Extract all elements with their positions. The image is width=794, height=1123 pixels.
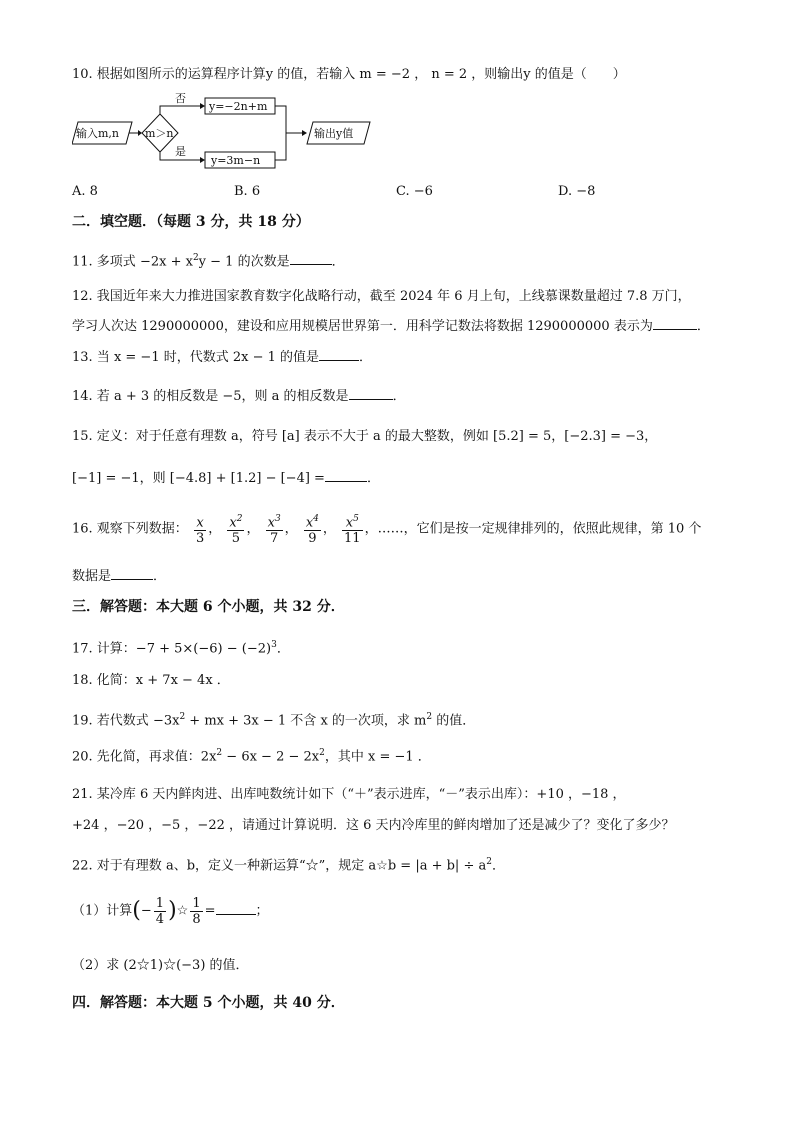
q22-part2: （2）求 (2☆1)☆(−3) 的值． [72, 958, 249, 973]
q14-text: 14. 若 a + 3 的相反数是 −5，则 a 的相反数是 [72, 389, 349, 404]
flow-yes-label: 是 [175, 145, 186, 158]
q10-option-c: C. −6 [396, 184, 433, 199]
q11: 11. 多项式 $-2x + x^2y - 1$ 的次数是 ． [72, 253, 345, 270]
q19: 19. 若代数式 $-3x^2$ + mx + 3x − 1 不含 x 的一次项，求 $m^2$ 的值． [72, 712, 476, 729]
q20-part-c: ，其中 x = −1 ． [324, 749, 431, 765]
q22-part1: （1）计算(− $\frac{1}{4}$ )☆ $\frac{1}{8}$ = ； [72, 895, 269, 927]
q11-part-b: y − 1 的次数是 [198, 254, 290, 270]
flow-yes-formula: y=3m−n [211, 154, 261, 167]
q19-part-b: + mx + 3x − 1 不含 x 的一次项，求 m [185, 713, 427, 729]
q16-suffix: ，……，它们是按一定规律排列的，依照此规律，第 10 个 [364, 521, 702, 537]
section-4-heading: 四．解答题：本大题 5 个小题，共 40 分． [72, 995, 345, 1011]
q13 [72, 348, 372, 367]
q17-exponent: 3 [271, 640, 277, 650]
q22-stem-text: 22. 对于有理数 a、b，定义一种新运算“☆”，规定 a☆b = |a + b| ÷ a [72, 858, 487, 874]
q22-part1-answer-blank [216, 902, 256, 915]
q17-text: 17. 计算：−7 + 5×(−6) − (−2) [72, 641, 272, 657]
q14-answer-blank [349, 387, 393, 400]
q13-text: 13. 当 x = −1 时，代数式 2x − 1 的值是 [72, 350, 320, 365]
q11-end: ． [331, 254, 345, 270]
q20: 20. 先化简，再求值：$2x^2 - 6x - 2 - 2x^2$，其中 x = −1 ． [72, 748, 431, 765]
section-2-heading: 二．填空题．（每题 3 分，共 18 分） [72, 214, 310, 230]
q14 [72, 387, 406, 406]
q22-part1-eq: = [204, 903, 216, 919]
q20-part-a: 20. 先化简，再求值：2x [72, 749, 217, 765]
flow-no-label: 否 [175, 92, 186, 105]
q21-line1: 21. 某冷库 6 天内鲜肉进、出库吨数统计如下（“＋”表示进库，“－”表示出库）：+10 ，−18 ， [72, 787, 626, 802]
q11-answer-blank [290, 252, 332, 265]
flow-condition-label: m＞n [145, 127, 174, 140]
q22-fraction-b: $\frac{1}{8}$ [192, 895, 201, 927]
q10-option-a: A. 8 [72, 184, 98, 199]
q12-line2 [72, 317, 710, 336]
q16-fraction-2: $\frac{x^2}{5}$ [229, 514, 243, 547]
q15-line2-text: [−1] = −1，则 [−4.8] + [1.2] − [−4] = [72, 471, 325, 486]
q16-fraction-3: $\frac{x^3}{7}$ [267, 514, 281, 547]
q22-stem [72, 853, 505, 875]
q10-stem: 10. 根据如图所示的运算程序计算y 的值，若输入 m = −2 ， n = 2 ，则输出y 的值是（ ） [72, 67, 626, 82]
q22-part1-neg: − [140, 903, 152, 919]
flow-no-formula: y=−2n+m [209, 100, 268, 113]
q15-line1: 15. 定义：对于任意有理数 a，符号 [a] 表示不大于 a 的最大整数，例如 [5.2] = 5，[−2.3] = −3， [72, 429, 658, 444]
q10-option-b: B. 6 [234, 184, 261, 199]
q13-end: ． [359, 350, 373, 365]
q15-line2 [72, 469, 380, 488]
q16-prefix: 16. 观察下列数据： [72, 521, 188, 537]
q16-fraction-4: $\frac{x^4}{9}$ [305, 514, 319, 547]
q20-part-b: − 6x − 2 − 2x [222, 749, 320, 765]
q12-answer-blank [653, 317, 697, 330]
q12-end: ． [696, 319, 710, 334]
q10-option-d: D. −8 [558, 184, 596, 199]
q22-part1-prefix: （1）计算 [72, 903, 133, 919]
q17-end: ． [276, 641, 290, 657]
q16-line2-text: 数据是 [72, 569, 112, 584]
q12-line1: 12. 我国近年来大力推进国家教育数字化战略行动，截至 2024 年 6 月上旬，上线慕课数量超过 7.8 万门， [72, 289, 691, 304]
q22-star-symbol: ☆ [176, 903, 189, 919]
q13-answer-blank [319, 348, 359, 361]
q19-part-a: 19. 若代数式 −3x [72, 713, 180, 729]
flowchart-diagram [72, 92, 402, 172]
q18: 18. 化简：x + 7x − 4x ． [72, 673, 230, 688]
q16-line2 [72, 567, 166, 586]
section-3-heading: 三．解答题：本大题 6 个小题，共 32 分． [72, 599, 345, 615]
q22-fraction-a: $\frac{1}{4}$ [155, 895, 165, 927]
q22-exponent: 2 [486, 857, 492, 867]
q16-end: ． [153, 569, 167, 584]
q15-end: ． [366, 471, 380, 486]
q16-answer-blank [111, 567, 153, 580]
q16-line1: 16. 观察下列数据： $\frac{x}{3}$ ， $\frac{x^2}{5}$ ， $\frac{x^3}{7}$ ， $\frac{x^4}{9}$ ， $\frac{x^5}{11}$ ，……，它们是按一定规律排列的，依照此规律，第 10 个 [72, 514, 702, 547]
q21-line2: +24 ，−20 ，−5 ，−22 ，请通过计算说明．这 6 天内冷库里的鲜肉增加了还是减少了？变化了多少？ [72, 818, 675, 833]
q16-fraction-1: $\frac{x}{3}$ [194, 512, 206, 546]
q11-part-a: 11. 多项式 −2x + x [72, 254, 193, 270]
q12-line2-text: 学习人次达 1290000000，建设和应用规模居世界第一．用科学记数法将数据 1290000000 表示为 [72, 319, 653, 334]
q19-part-c: 的值． [432, 713, 476, 729]
q22-end: ． [491, 858, 505, 874]
q14-end: ． [392, 389, 406, 404]
flow-input-label: 输入m,n [76, 127, 120, 140]
q17 [72, 636, 290, 658]
q22-part1-end: ； [255, 903, 269, 919]
flow-output-label: 输出y值 [314, 127, 354, 140]
q15-answer-blank [325, 469, 367, 482]
q16-fraction-5: $\frac{x^5}{11}$ [344, 514, 361, 547]
